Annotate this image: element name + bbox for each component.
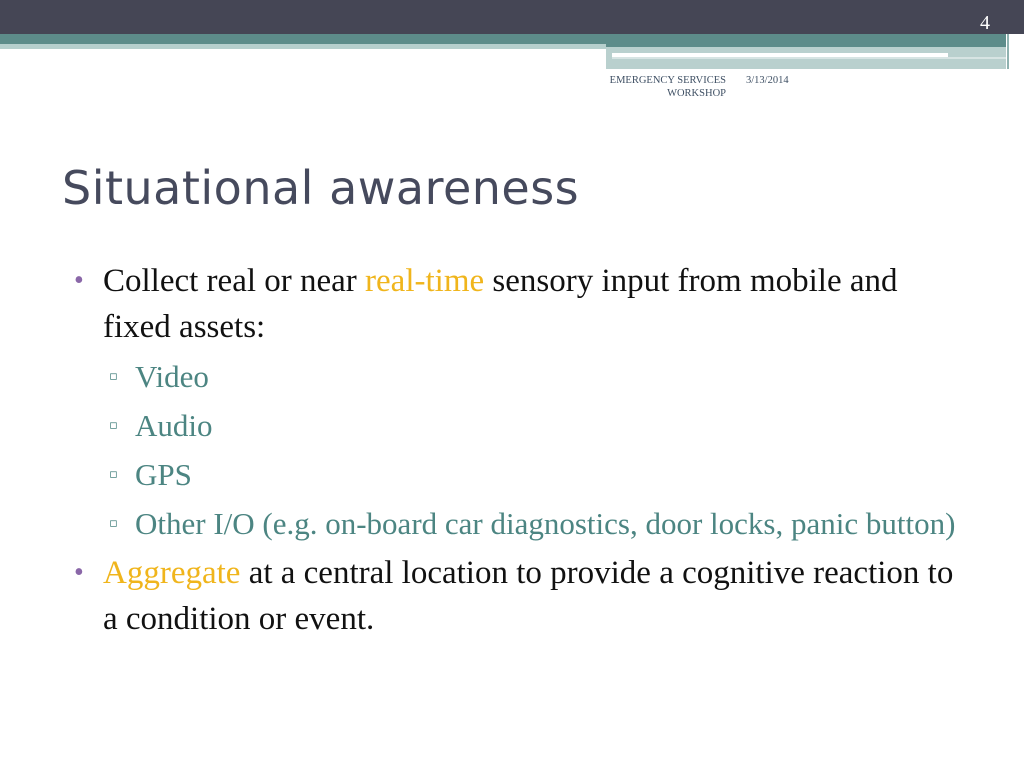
sub-item <box>72 354 972 400</box>
sub-item-text: GPS <box>135 457 192 492</box>
bullet-item <box>72 550 972 642</box>
sub-item-text: Audio <box>135 408 213 443</box>
bullet-text: sensory input from mobile and fixed assets: <box>103 263 898 345</box>
square-bullet-icon: ▫ <box>109 467 118 482</box>
header-band-light-left <box>0 44 606 49</box>
slide-number: 4 <box>980 12 990 34</box>
bullet-dot-icon: • <box>74 265 84 296</box>
sub-item <box>72 403 972 449</box>
header-band-edge-line <box>1007 34 1009 69</box>
bullet-item <box>72 258 972 350</box>
footer-text: EMERGENCY SERVICES WORKSHOP <box>609 75 726 99</box>
footer-date: 3/13/2014 <box>746 75 789 86</box>
square-bullet-icon: ▫ <box>109 369 118 384</box>
sub-list <box>72 354 972 547</box>
sub-item-text: Other I/O (e.g. on-board car diagnostics, door locks, panic button) <box>135 506 956 541</box>
square-bullet-icon: ▫ <box>109 516 118 531</box>
slide-title: Situational awareness <box>62 161 580 215</box>
header-band-pale-line <box>612 57 1006 59</box>
sub-item <box>72 501 972 547</box>
highlight-text: Aggregate <box>103 555 241 591</box>
bullet-text: Collect real or near <box>103 263 366 299</box>
square-bullet-icon: ▫ <box>109 418 118 433</box>
header-band-teal-left <box>0 34 606 44</box>
header-band-teal-right <box>606 34 1024 47</box>
sub-item <box>72 452 972 498</box>
header-band-dark <box>0 0 1024 34</box>
sub-item-text: Video <box>135 359 209 394</box>
slide-content <box>72 258 972 644</box>
bullet-dot-icon: • <box>74 557 84 588</box>
bullet-text: at a central location to provide a cognitive reaction to a condition or event. <box>103 555 954 637</box>
highlight-text: real-time <box>365 263 485 299</box>
